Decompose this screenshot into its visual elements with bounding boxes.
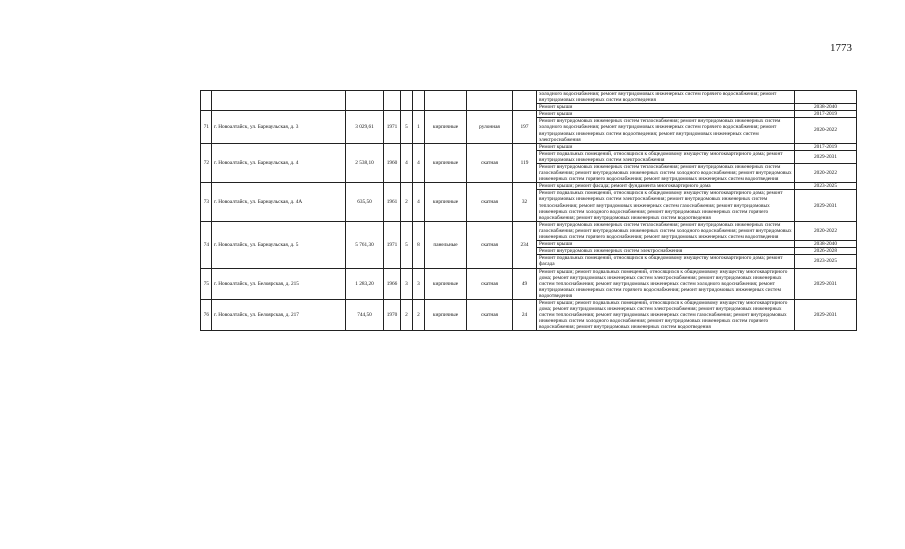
row-number: 73 xyxy=(201,183,212,222)
work-period: 2029-2031 xyxy=(795,190,857,222)
house-address: г. Новоалтайск, ул. Барнаульская, д. 4А xyxy=(212,183,346,222)
roof-type: скатная xyxy=(467,143,513,183)
total-area: 5 761,30 xyxy=(346,221,384,268)
total-area: 744,50 xyxy=(346,299,384,331)
work-description: Ремонт крыши; ремонт фасада; ремонт фундамента многоквартирного дома xyxy=(537,183,795,190)
entrance-count: 1 xyxy=(413,111,425,143)
work-period: 2038-2040 xyxy=(795,104,857,111)
work-period: 2020-2022 xyxy=(795,221,857,240)
table-body xyxy=(201,91,857,331)
work-description: Ремонт внутридомовых инженерных систем теплоснабжения; ремонт внутридомовых инженерных систем газоснабжения; ремонт внутридомовых инженерных систем холодного водоснабжения; ремонт внутридомовых инженерных систем горячего водоснабжения; ремонт внутридомовых инженерных систем водоотведения xyxy=(537,163,795,182)
residents-count: 197 xyxy=(513,111,537,143)
floor-count: 3 xyxy=(401,268,413,299)
work-period: 2026-2028 xyxy=(795,248,857,255)
work-description: Ремонт крыши xyxy=(537,111,795,118)
cell-entrances xyxy=(413,91,425,111)
roof-type: скатная xyxy=(467,299,513,331)
wall-material: кирпичные xyxy=(425,183,467,222)
roof-type: скатная xyxy=(467,221,513,268)
entrance-count: 4 xyxy=(413,183,425,222)
work-period: 2017-2019 xyxy=(795,143,857,150)
table-row xyxy=(201,221,857,240)
wall-material: кирпичные xyxy=(425,299,467,331)
floor-count: 5 xyxy=(401,111,413,143)
work-description: Ремонт подвальных помещений, относящихся к общедомовому имуществу многоквартирного дома; ремонт фасада xyxy=(537,255,795,268)
entrance-count: 8 xyxy=(413,221,425,268)
work-description: Ремонт подвальных помещений, относящихся к общедомовому имуществу многоквартирного дома; ремонт внутридомовых инженерных систем электроснабжения xyxy=(537,150,795,163)
work-description: Ремонт подвальных помещений, относящихся к общедомовому имуществу многоквартирного дома; ремонт внутридомовых инженерных систем электроснабжения; ремонт внутридомовых инженерных систем теплоснабжения; ремонт внутридомовых инженерных систем газоснабжения; ремонт внутридомовых инженерных систем холодного водоснабжения; ремонт внутридомовых инженерных систем горячего водоснабжения; ремонт внутридомовых инженерных систем водоотведения xyxy=(537,190,795,222)
wall-material: кирпичные xyxy=(425,143,467,183)
residents-count: 24 xyxy=(513,299,537,331)
page-number: 1773 xyxy=(830,42,852,54)
floor-count: 2 xyxy=(401,183,413,222)
floor-count: 5 xyxy=(401,221,413,268)
work-description: Ремонт внутридомовых инженерных систем теплоснабжения; ремонт внутридомовых инженерных систем газоснабжения; ремонт внутридомовых инженерных систем холодного водоснабжения; ремонт внутридомовых инженерных систем горячего водоснабжения; ремонт внутридомовых инженерных систем водоотведения xyxy=(537,221,795,240)
build-year: 1971 xyxy=(384,111,401,143)
cell-year xyxy=(384,91,401,111)
table-row xyxy=(201,91,857,104)
house-address: г. Новоалтайск, ул. Белоярская, д. 215 xyxy=(212,268,346,299)
total-area: 2 538,10 xyxy=(346,143,384,183)
entrance-count: 2 xyxy=(413,299,425,331)
work-period: 2029-2031 xyxy=(795,299,857,331)
house-address: г. Новоалтайск, ул. Барнаульская, д. 4 xyxy=(212,143,346,183)
total-area: 1 283,20 xyxy=(346,268,384,299)
work-period: 2023-2025 xyxy=(795,183,857,190)
build-year: 1970 xyxy=(384,299,401,331)
residents-count: 119 xyxy=(513,143,537,183)
table-row xyxy=(201,111,857,118)
house-address: г. Новоалтайск, ул. Белоярская, д. 217 xyxy=(212,299,346,331)
cell-area xyxy=(346,91,384,111)
wall-material: кирпичные xyxy=(425,268,467,299)
build-year: 1971 xyxy=(384,221,401,268)
table-row xyxy=(201,299,857,331)
build-year: 1961 xyxy=(384,183,401,222)
wall-material: кирпичные xyxy=(425,111,467,143)
residents-count: 32 xyxy=(513,183,537,222)
work-description: Ремонт крыши; ремонт подвальных помещений, относящихся к общедомовому имуществу многоквартирного дома; ремонт внутридомовых инженерных систем электроснабжения; ремонт внутридомовых инженерных систем теплоснабжения; ремонт внутридомовых инженерных систем газоснабжения; ремонт внутридомовых инженерных систем холодного водоснабжения; ремонт внутридомовых инженерных систем горячего водоснабжения; ремонт внутридомовых инженерных систем водоотведения xyxy=(537,299,795,331)
work-period: 2029-2031 xyxy=(795,150,857,163)
work-description: Ремонт внутридомовых инженерных систем теплоснабжения; ремонт внутридомовых инженерных систем холодного водоснабжения; ремонт внутридомовых инженерных систем горячего водоснабжения; ремонт внутридомовых инженерных систем водоотведения; ремонт внутридомовых инженерных систем электроснабжения xyxy=(537,118,795,143)
entrance-count: 3 xyxy=(413,268,425,299)
residents-count: 234 xyxy=(513,221,537,268)
work-period xyxy=(795,91,857,104)
floor-count: 4 xyxy=(401,143,413,183)
table-row xyxy=(201,143,857,150)
row-number: 71 xyxy=(201,111,212,143)
house-address: г. Новоалтайск, ул. Барнаульская, д. 3 xyxy=(212,111,346,143)
work-period: 2017-2019 xyxy=(795,111,857,118)
work-description: холодного водоснабжения; ремонт внутридомовых инженерных систем горячего водоснабжения; ремонт внутридомовых инженерных систем водоотведения xyxy=(537,91,795,104)
house-address: г. Новоалтайск, ул. Барнаульская, д. 5 xyxy=(212,221,346,268)
work-period: 2023-2025 xyxy=(795,255,857,268)
work-description: Ремонт крыши; ремонт подвальных помещений, относящихся к общедомовому имуществу многоквартирного дома; ремонт внутридомовых инженерных систем электроснабжения; ремонт внутридомовых инженерных систем теплоснабжения; ремонт внутридомовых инженерных систем холодного водоснабжения; ремонт внутридомовых инженерных систем горячего водоснабжения; ремонт внутридомовых инженерных систем водоотведения xyxy=(537,268,795,299)
cell-num xyxy=(201,91,212,111)
row-number: 75 xyxy=(201,268,212,299)
total-area: 3 029,61 xyxy=(346,111,384,143)
wall-material: панельные xyxy=(425,221,467,268)
repair-schedule-table xyxy=(200,90,857,331)
work-period: 2038-2040 xyxy=(795,241,857,248)
build-year: 1960 xyxy=(384,143,401,183)
row-number: 76 xyxy=(201,299,212,331)
cell-roof xyxy=(467,91,513,111)
floor-count: 2 xyxy=(401,299,413,331)
work-period: 2029-2031 xyxy=(795,268,857,299)
table-row xyxy=(201,183,857,190)
work-period: 2020-2022 xyxy=(795,163,857,182)
cell-residents xyxy=(513,91,537,111)
work-period: 2020-2022 xyxy=(795,118,857,143)
work-description: Ремонт крыши xyxy=(537,143,795,150)
roof-type: рулонная xyxy=(467,111,513,143)
table-row xyxy=(201,268,857,299)
roof-type: скатная xyxy=(467,183,513,222)
row-number: 72 xyxy=(201,143,212,183)
build-year: 1966 xyxy=(384,268,401,299)
residents-count: 49 xyxy=(513,268,537,299)
row-number: 74 xyxy=(201,221,212,268)
work-description: Ремонт крыши xyxy=(537,104,795,111)
cell-floors xyxy=(401,91,413,111)
cell-address xyxy=(212,91,346,111)
cell-walls xyxy=(425,91,467,111)
work-description: Ремонт крыши xyxy=(537,241,795,248)
entrance-count: 4 xyxy=(413,143,425,183)
roof-type: скатная xyxy=(467,268,513,299)
total-area: 635,50 xyxy=(346,183,384,222)
work-description: Ремонт внутридомовых инженерных систем электроснабжения xyxy=(537,248,795,255)
